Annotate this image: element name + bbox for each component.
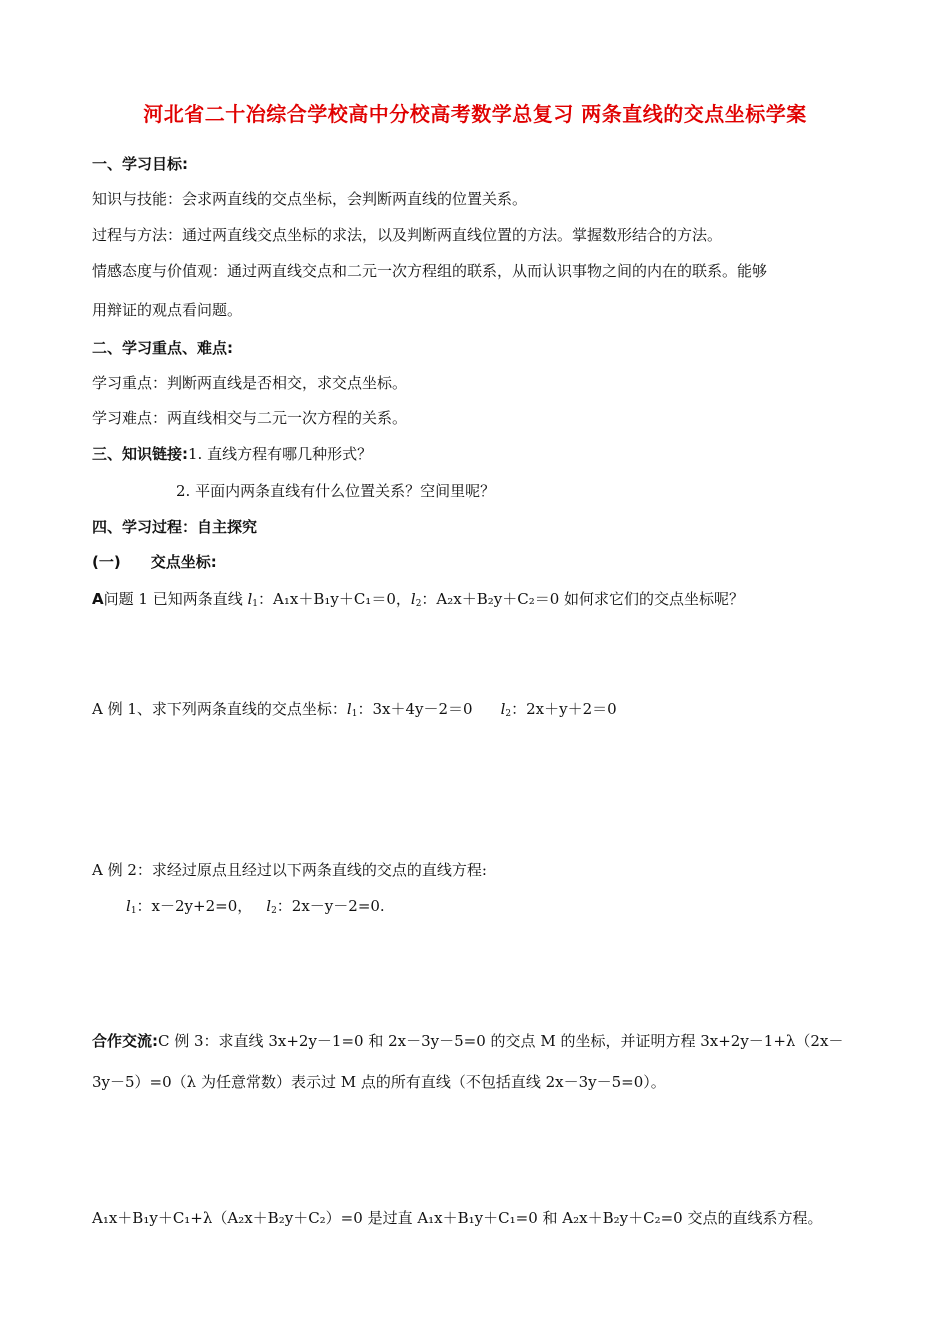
intersection-subheading: (一) 交点坐标:: [92, 553, 217, 571]
objective-emotion-line1: 情感态度与价值观：通过两直线交点和二元一次方程组的联系，从而认识事物之间的内在的联系。能够: [92, 262, 768, 280]
document-title: 河北省二十冶综合学校高中分校高考数学总复习 两条直线的交点坐标学案: [143, 102, 807, 126]
link-question-1: 1. 直线方程有哪几种形式？: [188, 445, 373, 463]
line-l1: l: [346, 700, 352, 718]
line-family-conclusion: A₁x＋B₁y＋C₁+λ（A₂x＋B₂y＋C₂）=0 是过直 A₁x＋B₁y＋C₁=0 和 A₂x＋B₂y＋C₂=0 交点的直线系方程。: [92, 1209, 823, 1227]
line-l2: l: [500, 700, 506, 718]
cooperation-label: 合作交流:: [92, 1032, 158, 1050]
section4-heading: 四、学习过程：自主探究: [92, 518, 258, 536]
knowledge-link-row: [92, 444, 372, 464]
example-3-line2: 3y－5）=0（λ 为任意常数）表示过 M 点的所有直线（不包括直线 2x－3y－5=0）。: [92, 1073, 666, 1091]
section1-heading: 一、学习目标:: [92, 155, 188, 173]
section3-heading: 三、知识链接:: [92, 445, 188, 463]
objective-knowledge: 知识与技能：会求两直线的交点坐标，会判断两直线的位置关系。: [92, 190, 528, 208]
link-question-2: 2. 平面内两条直线有什么位置关系？空间里呢？: [176, 482, 496, 500]
problem-1: A问题 1 已知两条直线 $l_1$：A₁x＋B₁y＋C₁＝0，$l_2$：A₂x＋B₂y＋C₂＝0 如何求它们的交点坐标呢？: [92, 590, 745, 609]
line-l1: l: [126, 897, 131, 915]
line-l2: l: [266, 897, 272, 915]
example-1: A 例 1、求下列两条直线的交点坐标：$l_1$：3x＋4y－2＝0 $l_2$：2x＋y＋2＝0: [92, 700, 617, 719]
problem-1-level: A: [92, 590, 104, 608]
cooperation-row: [92, 1031, 843, 1051]
line-l1: l: [247, 590, 253, 608]
difficult-point: 学习难点：两直线相交与二元一次方程的关系。: [92, 409, 408, 427]
example-2: A 例 2：求经过原点且经过以下两条直线的交点的直线方程:: [92, 861, 487, 879]
key-point: 学习重点：判断两直线是否相交，求交点坐标。: [92, 374, 408, 392]
example-3-line1: C 例 3：求直线 3x+2y－1=0 和 2x－3y－5=0 的交点 M 的坐标，并证明方程 3x+2y－1+λ（2x－: [158, 1032, 844, 1050]
section2-heading: 二、学习重点、难点:: [92, 339, 233, 357]
line-l2: l: [410, 590, 416, 608]
example-2-equations: $l_1$：x－2y+2=0， $l_2$：2x－y－2=0.: [126, 897, 385, 916]
objective-emotion-line2: 用辩证的观点看问题。: [92, 301, 243, 319]
objective-process: 过程与方法：通过两直线交点坐标的求法，以及判断两直线位置的方法。掌握数形结合的方法。: [92, 226, 723, 244]
